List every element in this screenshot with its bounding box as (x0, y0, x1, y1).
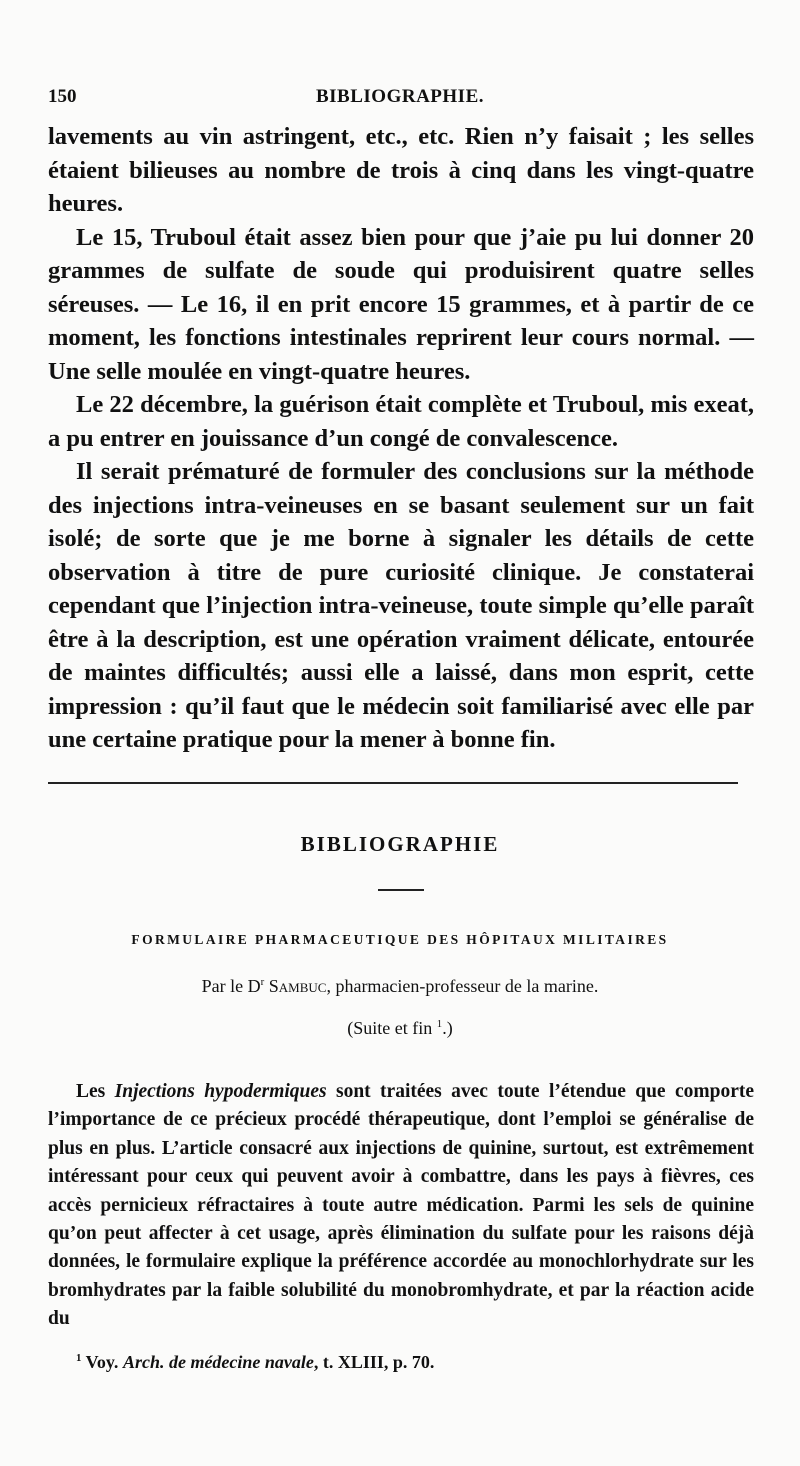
byline-name: Sambuc (268, 976, 327, 996)
continuation-text (48, 120, 754, 757)
byline (0, 976, 800, 997)
intro-italic: Injections hypodermiques (114, 1081, 327, 1102)
paragraph: lavements au vin astringent, etc., etc. Rien n’y faisait ; les selles étaient bilieuses au nombre de trois à cinq dans les vingt-quatre heures. (48, 123, 754, 217)
paragraph (48, 1078, 754, 1334)
byline-sup: r (260, 976, 265, 988)
byline-prefix: Par le D (201, 976, 261, 996)
title-underline (378, 889, 424, 891)
suite-text: (Suite et fin (347, 1018, 433, 1038)
running-head (44, 84, 756, 114)
article-text (48, 1078, 754, 1334)
paragraph: Le 22 décembre, la guérison était complète et Truboul, mis exeat, a pu entrer en jouissance d’un congé de convalescence. (48, 391, 754, 452)
suite-note (0, 1018, 800, 1039)
suite-close: .) (442, 1018, 453, 1038)
byline-suffix: , pharmacien-professeur de la marine. (326, 976, 599, 996)
paragraph: Le 15, Truboul était assez bien pour que j’aie pu lui donner 20 grammes de sulfate de soude qui produisirent quatre selles séreuses. — Le 16, il en prit encore 15 grammes, et à partir de ce moment, les fonctions intestinales reprirent leur cours normal. — Une selle moulée en vingt-quatre heures. (48, 223, 754, 385)
article-title: FORMULAIRE PHARMACEUTIQUE DES HÔPITAUX MILITAIRES (131, 932, 669, 947)
section-divider (48, 782, 738, 784)
footnote-prefix: Voy. (81, 1352, 123, 1372)
footnote-ref: 1 (436, 1018, 443, 1030)
footnote (76, 1352, 434, 1373)
section-title: BIBLIOGRAPHIE (300, 832, 500, 856)
footnote-marker: 1 (76, 1352, 82, 1364)
intro-after: sont traitées avec toute l’étendue que comporte l’importance de ce précieux procédé thérapeutique, dont l’emploi se généralise de plus en plus. L’article consacré aux injections de quinine, surtout, est extrêmement intéressant pour ceux qui peuvent avoir à combattre, dans les pays à fièvres, ces accès pernicieux réfractaires à toute autre médication. Parmi les sels de quinine qu’on peut affecter à cet usage, après élimination du sulfate pour les raisons déjà données, le formulaire explique la préférence accordée au monochlorhydrate sur les bromhydrates par la faible solubilité du monobromhydrate, et par la réaction acide du (48, 1081, 755, 1330)
intro-before: Les (76, 1081, 115, 1102)
page-number: 150 (48, 86, 77, 107)
paragraph: Il serait prématuré de formuler des conclusions sur la méthode des injections intra-veineuses en se basant seulement sur un fait isolé; de sorte que je me borne à signaler les détails de cette observation à titre de pure curiosité clinique. Je constaterai cependant que l’injection intra-veineuse, toute simple qu’elle paraît être à la description, est une opération vraiment délicate, entourée de maintes difficultés; aussi elle a laissé, dans mon esprit, cette impression : qu’il faut que le médecin soit familiarisé avec elle par une certaine pratique pour la mener à bonne fin. (48, 458, 754, 753)
footnote-italic: Arch. de médecine navale (122, 1352, 314, 1372)
footnote-suffix: , t. XLIII, p. 70. (313, 1352, 435, 1372)
running-title: BIBLIOGRAPHIE. (315, 86, 484, 107)
